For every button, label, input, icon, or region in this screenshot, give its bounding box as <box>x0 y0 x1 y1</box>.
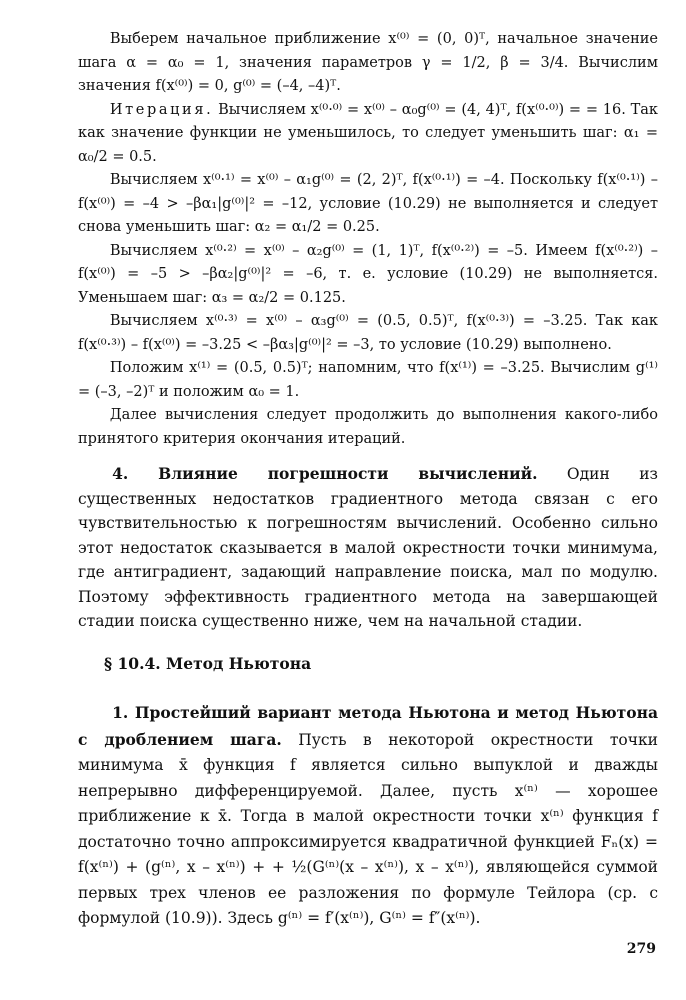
newton-item-1-text: Пусть в некоторой окрестности точки минимума x̄ функция f является сильно выпуклой и дважды непрерывно дифференцируемой. Далее, пусть x⁽ⁿ⁾ — хорошее приближение к x̄. Тогда в малой окрестности точки x⁽ⁿ⁾ функция f достаточно точно аппроксимируется квадратичной функцией Fₙ(x) = f(x⁽ⁿ⁾) + (g⁽ⁿ⁾, x – x⁽ⁿ⁾) + + ½(G⁽ⁿ⁾(x – x⁽ⁿ⁾), x – x⁽ⁿ⁾), являющейся суммой первых трех членов ее разложения по формуле Тейлора (ср. с формулой (10.9)). Здесь g⁽ⁿ⁾ = f′(x⁽ⁿ⁾), G⁽ⁿ⁾ = f″(x⁽ⁿ⁾). <box>78 730 658 927</box>
section-heading: § 10.4. Метод Ньютона <box>104 654 312 673</box>
paragraph-next-point: Положим x⁽¹⁾ = (0.5, 0.5)ᵀ; напомним, что f(x⁽¹⁾) = –3.25. Вычислим g⁽¹⁾ = (–3, –2)ᵀ и положим α₀ = 1. <box>78 360 658 400</box>
item-4-text: Один из существенных недостатков градиентного метода связан с его чувствительностью к погрешностям вычислений. Особенно сильно этот недостаток сказывается в малой окрестности точки минимума, где антиградиент, задающий направление поиска, мал по модулю. Поэтому эффективность градиентного метода на завершающей стадии поиска существенно ниже, чем на начальной стадии. <box>78 465 658 630</box>
item-4-title: 4. Влияние погрешности вычислений. <box>112 464 538 483</box>
paragraph-step-02: Вычисляем x⁽⁰·²⁾ = x⁽⁰⁾ – α₂g⁽⁰⁾ = (1, 1)ᵀ, f(x⁽⁰·²⁾) = –5. Имеем f(x⁽⁰·²⁾) – f(x⁽⁰⁾) = –5 > –βα₂|g⁽⁰⁾|² = –6, т. е. условие (10.29) не выполняется. Уменьшаем шаг: α₃ = α₂/2 = 0.125. <box>78 242 658 306</box>
paragraph-iteration <box>78 99 658 170</box>
page-number: 279 <box>626 941 656 957</box>
newton-item-1-title: 1. Простейший вариант метода Ньютона и метод Ньютона с дроблением шага. <box>78 703 658 749</box>
newton-item-1 <box>78 700 658 932</box>
iteration-example <box>78 28 658 451</box>
paragraph-step-03: Вычисляем x⁽⁰·³⁾ = x⁽⁰⁾ – α₃g⁽⁰⁾ = (0.5, 0.5)ᵀ, f(x⁽⁰·³⁾) = –3.25. Так как f(x⁽⁰·³⁾) – f(x⁽⁰⁾) = –3.25 < –βα₃|g⁽⁰⁾|² = –3, то условие (10.29) выполнено. <box>78 313 658 353</box>
paragraph-continue: Далее вычисления следует продолжить до выполнения какого-либо принятого критерия окончания итераций. <box>78 407 658 447</box>
iteration-text: Вычисляем x⁽⁰·⁰⁾ = x⁽⁰⁾ – α₀g⁽⁰⁾ = (4, 4)ᵀ, f(x⁽⁰·⁰⁾) = = 16. Так как значение функции не уменьшилось, то следует уменьшить шаг: α₁ = α₀/2 = 0.5. <box>78 101 658 165</box>
item-4-errors <box>78 462 658 634</box>
item-4-paragraph <box>78 462 658 634</box>
iteration-label: Итерация. <box>109 101 214 118</box>
paragraph-step-01: Вычисляем x⁽⁰·¹⁾ = x⁽⁰⁾ – α₁g⁽⁰⁾ = (2, 2)ᵀ, f(x⁽⁰·¹⁾) = –4. Поскольку f(x⁽⁰·¹⁾) – f(x⁽⁰⁾) = –4 > –βα₁|g⁽⁰⁾|² = –12, условие (10.29) не выполняется и следует снова уменьшить шаг: α₂ = α₁/2 = 0.25. <box>78 172 658 235</box>
paragraph-initial: Выберем начальное приближение x⁽⁰⁾ = (0, 0)ᵀ, начальное значение шага α = α₀ = 1, значения параметров γ = 1/2, β = 3/4. Вычислим значения f(x⁽⁰⁾) = 0, g⁽⁰⁾ = (–4, –4)ᵀ. <box>78 31 658 94</box>
newton-method-section <box>78 700 658 932</box>
